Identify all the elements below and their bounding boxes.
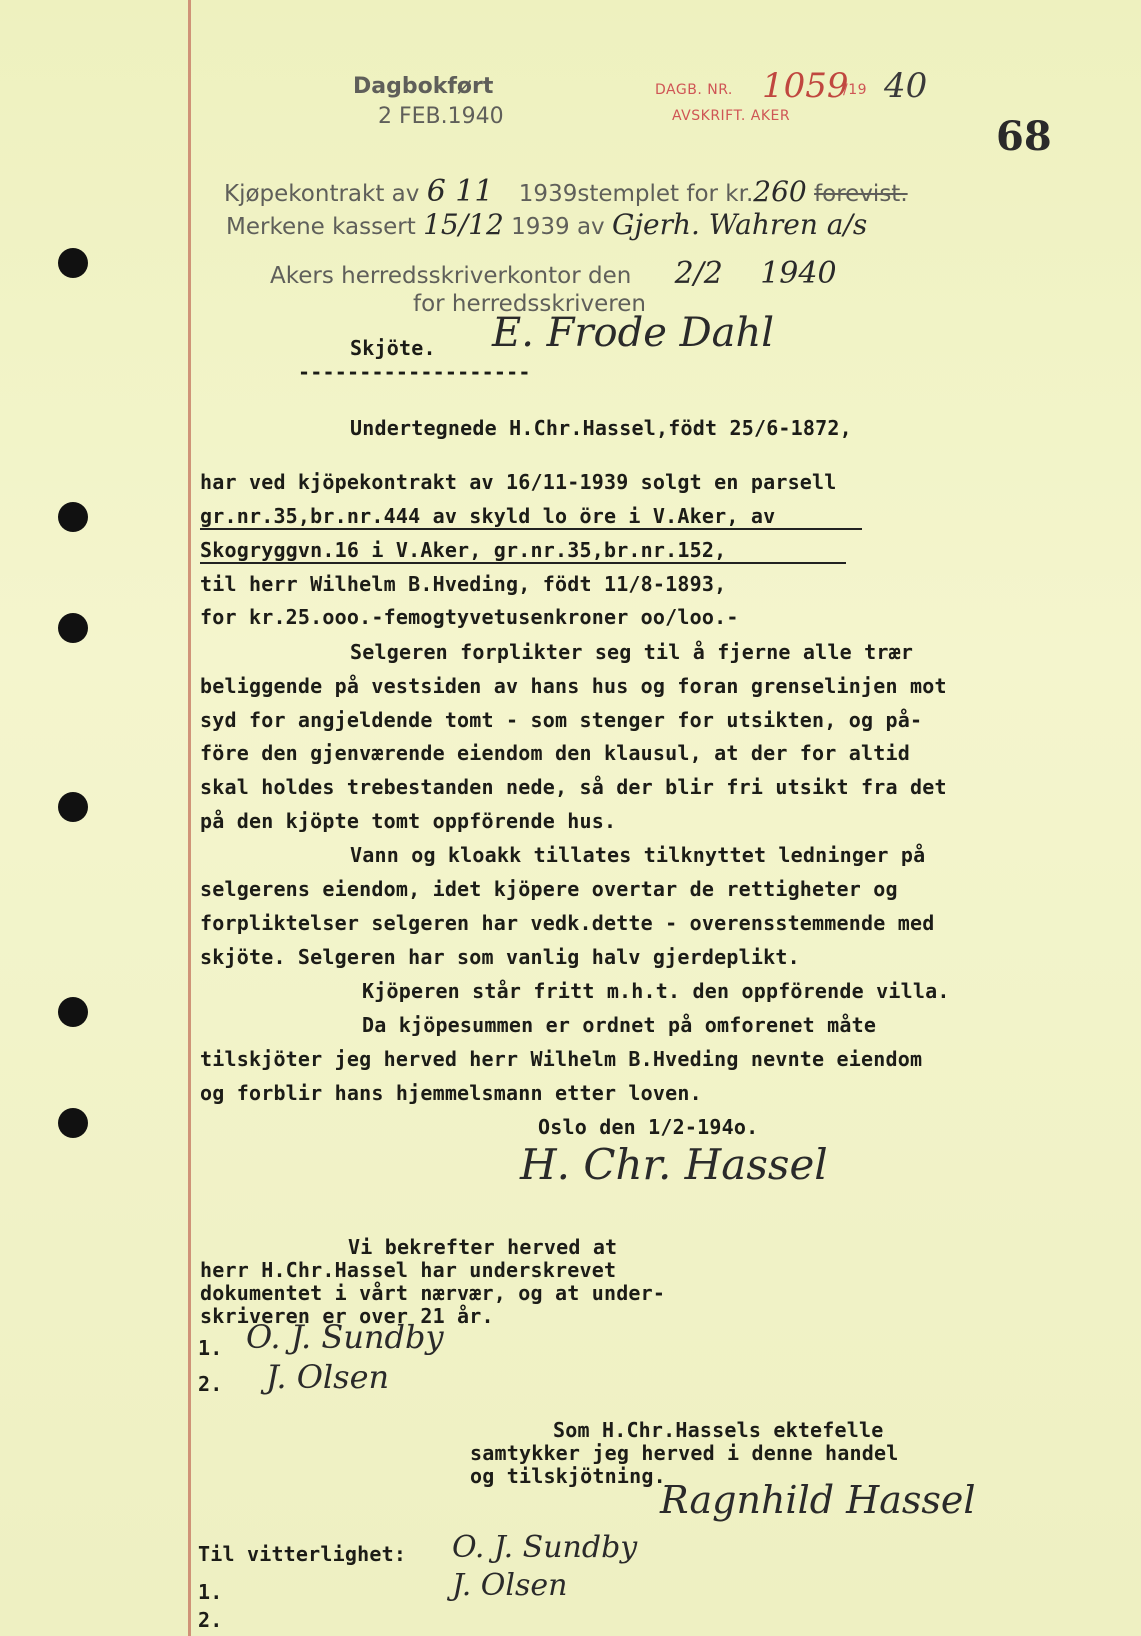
stamp-line4: for herredsskriveren — [413, 291, 646, 317]
binder-hole — [58, 613, 88, 643]
handwritten-amount: 260 — [753, 175, 807, 208]
stamp-text: stemplet for kr. — [577, 181, 754, 207]
stamp-text: forevist. — [814, 181, 908, 207]
witness-line: skriveren er over 21 år. — [200, 1304, 494, 1328]
handwritten-date: 6 11 — [426, 174, 494, 209]
place-date: Oslo den 1/2-194o. — [538, 1115, 759, 1139]
stamp-text: Akers herredsskriverkontor den — [270, 263, 632, 289]
dagbokfort-stamp: Dagbokført — [353, 74, 494, 99]
vitterlighet-number: 1. — [198, 1580, 223, 1604]
binder-hole — [58, 997, 88, 1027]
vitterlighet-signature: J. Olsen — [452, 1568, 568, 1603]
vitterlighet-signature: O. J. Sundby — [452, 1530, 638, 1565]
witness-signature: O. J. Sundby — [246, 1318, 444, 1356]
body-line-underlined: Skogryggvn.16 i V.Aker, gr.nr.35,br.nr.152, — [200, 538, 846, 564]
dagb-nr-value: 1059 — [762, 66, 849, 106]
body-line: Vann og kloakk tillates tilknyttet ledninger på — [350, 843, 926, 867]
binder-hole — [58, 792, 88, 822]
spouse-line: samtykker jeg herved i denne handel — [470, 1441, 899, 1465]
stamp-year: 1939 — [511, 214, 570, 240]
stamp-text: Merkene kassert — [226, 214, 416, 240]
witness-line: dokumentet i vårt nærvær, og at under- — [200, 1281, 666, 1305]
clerk-signature: E. Frode Dahl — [492, 310, 775, 356]
witness-line: Vi bekrefter herved at — [348, 1235, 618, 1259]
seller-signature: H. Chr. Hassel — [520, 1140, 828, 1189]
handwritten-date: 15/12 — [423, 208, 504, 241]
body-line: Kjöperen står fritt m.h.t. den oppförende villa. — [362, 979, 950, 1003]
spouse-line: og tilskjötning. — [470, 1464, 666, 1488]
body-line: skjöte. Selgeren har som vanlig halv gjerdeplikt. — [200, 945, 800, 969]
witness-line: herr H.Chr.Hassel har underskrevet — [200, 1258, 617, 1282]
body-line: före den gjenværende eiendom den klausul, at der for altid — [200, 741, 910, 765]
binder-hole — [58, 502, 88, 532]
body-line: har ved kjöpekontrakt av 16/11-1939 solgt en parsell — [200, 470, 837, 494]
margin-rule — [188, 0, 191, 1636]
vitterlighet-number: 2. — [198, 1608, 223, 1632]
body-line: beliggende på vestsiden av hans hus og foran grenselinjen mot — [200, 674, 947, 698]
body-line: skal holdes trebestanden nede, så der blir fri utsikt fra det — [200, 775, 947, 799]
witness-number: 1. — [198, 1336, 223, 1360]
witness-signature: J. Olsen — [266, 1358, 390, 1396]
body-line-underlined: gr.nr.35,br.nr.444 av skyld lo öre i V.Aker, av — [200, 504, 862, 530]
handwritten-year: 1940 — [760, 256, 837, 291]
body-line: syd for angjeldende tomt - som stenger for utsikten, og på- — [200, 708, 923, 732]
body-line: Da kjöpesummen er ordnet på omforenet måte — [362, 1013, 877, 1037]
year-prefix: /19 — [843, 82, 868, 98]
body-line: Selgeren forplikter seg til å fjerne alle trær — [350, 640, 914, 664]
body-line: på den kjöpte tomt oppförende hus. — [200, 809, 617, 833]
body-line: selgerens eiendom, idet kjöpere overtar de rettigheter og — [200, 877, 898, 901]
stamp-text: av — [576, 214, 605, 240]
handwritten-date: 2/2 — [674, 256, 723, 291]
stamp-year: 1939 — [518, 181, 578, 207]
stamp-text: Kjøpekontrakt av — [224, 181, 420, 207]
vitterlighet-label: Til vitterlighet: — [198, 1542, 407, 1566]
year-value: 40 — [884, 66, 928, 106]
avskrift-stamp: AVSKRIFT. AKER — [672, 108, 791, 124]
title-dashes: ------------------- — [298, 360, 531, 384]
body-line: til herr Wilhelm B.Hveding, födt 11/8-1893, — [200, 572, 727, 596]
handwritten-name: Gjerh. Wahren a/s — [611, 208, 868, 241]
binder-hole — [58, 1108, 88, 1138]
dagbokfort-date: 2 FEB.1940 — [378, 104, 504, 129]
document-title: Skjöte. — [350, 336, 436, 360]
witness-number: 2. — [198, 1372, 223, 1396]
page-number: 68 — [996, 113, 1052, 160]
spouse-signature: Ragnhild Hassel — [660, 1478, 976, 1522]
stamp-line1 — [224, 174, 908, 209]
dagb-nr-label: DAGB. NR. — [655, 82, 733, 98]
body-line: og forblir hans hjemmelsmann etter loven. — [200, 1081, 702, 1105]
stamp-line3 — [270, 256, 837, 291]
body-line: Undertegnede H.Chr.Hassel,födt 25/6-1872, — [350, 416, 852, 440]
body-line: forpliktelser selgeren har vedk.dette - overensstemmende med — [200, 911, 935, 935]
spouse-line: Som H.Chr.Hassels ektefelle — [553, 1418, 884, 1442]
body-line: tilskjöter jeg herved herr Wilhelm B.Hveding nevnte eiendom — [200, 1047, 923, 1071]
body-line: for kr.25.ooo.-femogtyvetusenkroner oo/loo.- — [200, 605, 739, 629]
binder-hole — [58, 248, 88, 278]
stamp-line2 — [226, 208, 867, 241]
